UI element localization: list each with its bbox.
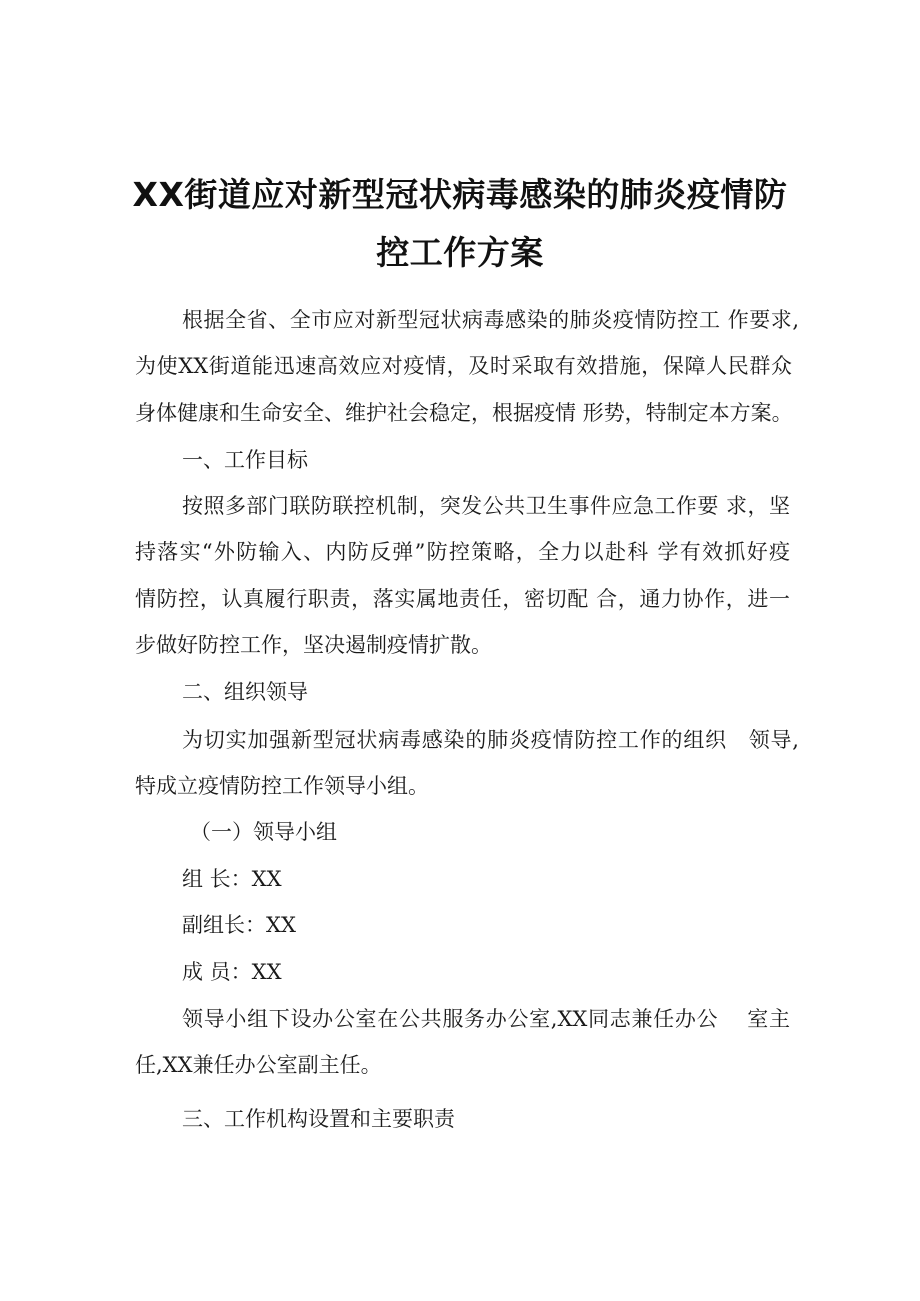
intro-line-3: 身体健康和生命安全、维护社会稳定，根据疫情 形势，特制定本方案。 (135, 401, 793, 425)
section-1-heading: 一、工作目标 (182, 448, 308, 472)
section-2-line-2: 特成立疫情防控工作领导小组。 (135, 774, 429, 798)
section-2-line-1: 为切实加强新型冠状病毒感染的肺炎疫情防控工作的组织 领导, (182, 728, 799, 752)
subsection-1-heading: （一）领导小组 (190, 820, 337, 844)
office-note-line-1: 领导小组下设办公室在公共服务办公室,XX同志兼任办公 室主 (182, 1007, 790, 1031)
document-title-line-2: 控工作方案 (376, 233, 544, 272)
document-title-line-1: XX街道应对新型冠状病毒感染的肺炎疫情防 (132, 175, 788, 214)
section-1-line-2: 持落实“外防输入、内防反弹”防控策略，全力以赴科 学有效抓好疫 (135, 540, 790, 564)
section-1-line-1: 按照多部门联防联控机制，突发公共卫生事件应急工作要 求，坚 (182, 494, 790, 518)
section-3-heading: 三、工作机构设置和主要职责 (182, 1107, 455, 1131)
section-2-heading: 二、组织领导 (182, 680, 308, 704)
intro-line-2: 为使XX街道能迅速高效应对疫情，及时采取有效措施，保障人民群众 (135, 354, 792, 378)
members-line: 成 员：XX (182, 960, 282, 984)
deputy-leader-line: 副组长：XX (182, 913, 296, 937)
section-1-line-4: 步做好防控工作，坚决遏制疫情扩散。 (135, 633, 492, 657)
office-note-line-2: 任,XX兼任办公室副主任。 (135, 1053, 382, 1077)
section-1-line-3: 情防控，认真履行职责，落实属地责任，密切配 合，通力协作，进一 (135, 587, 790, 611)
leader-line: 组 长：XX (182, 867, 282, 891)
intro-line-1: 根据全省、全市应对新型冠状病毒感染的肺炎疫情防控工 作要求, (182, 308, 799, 332)
